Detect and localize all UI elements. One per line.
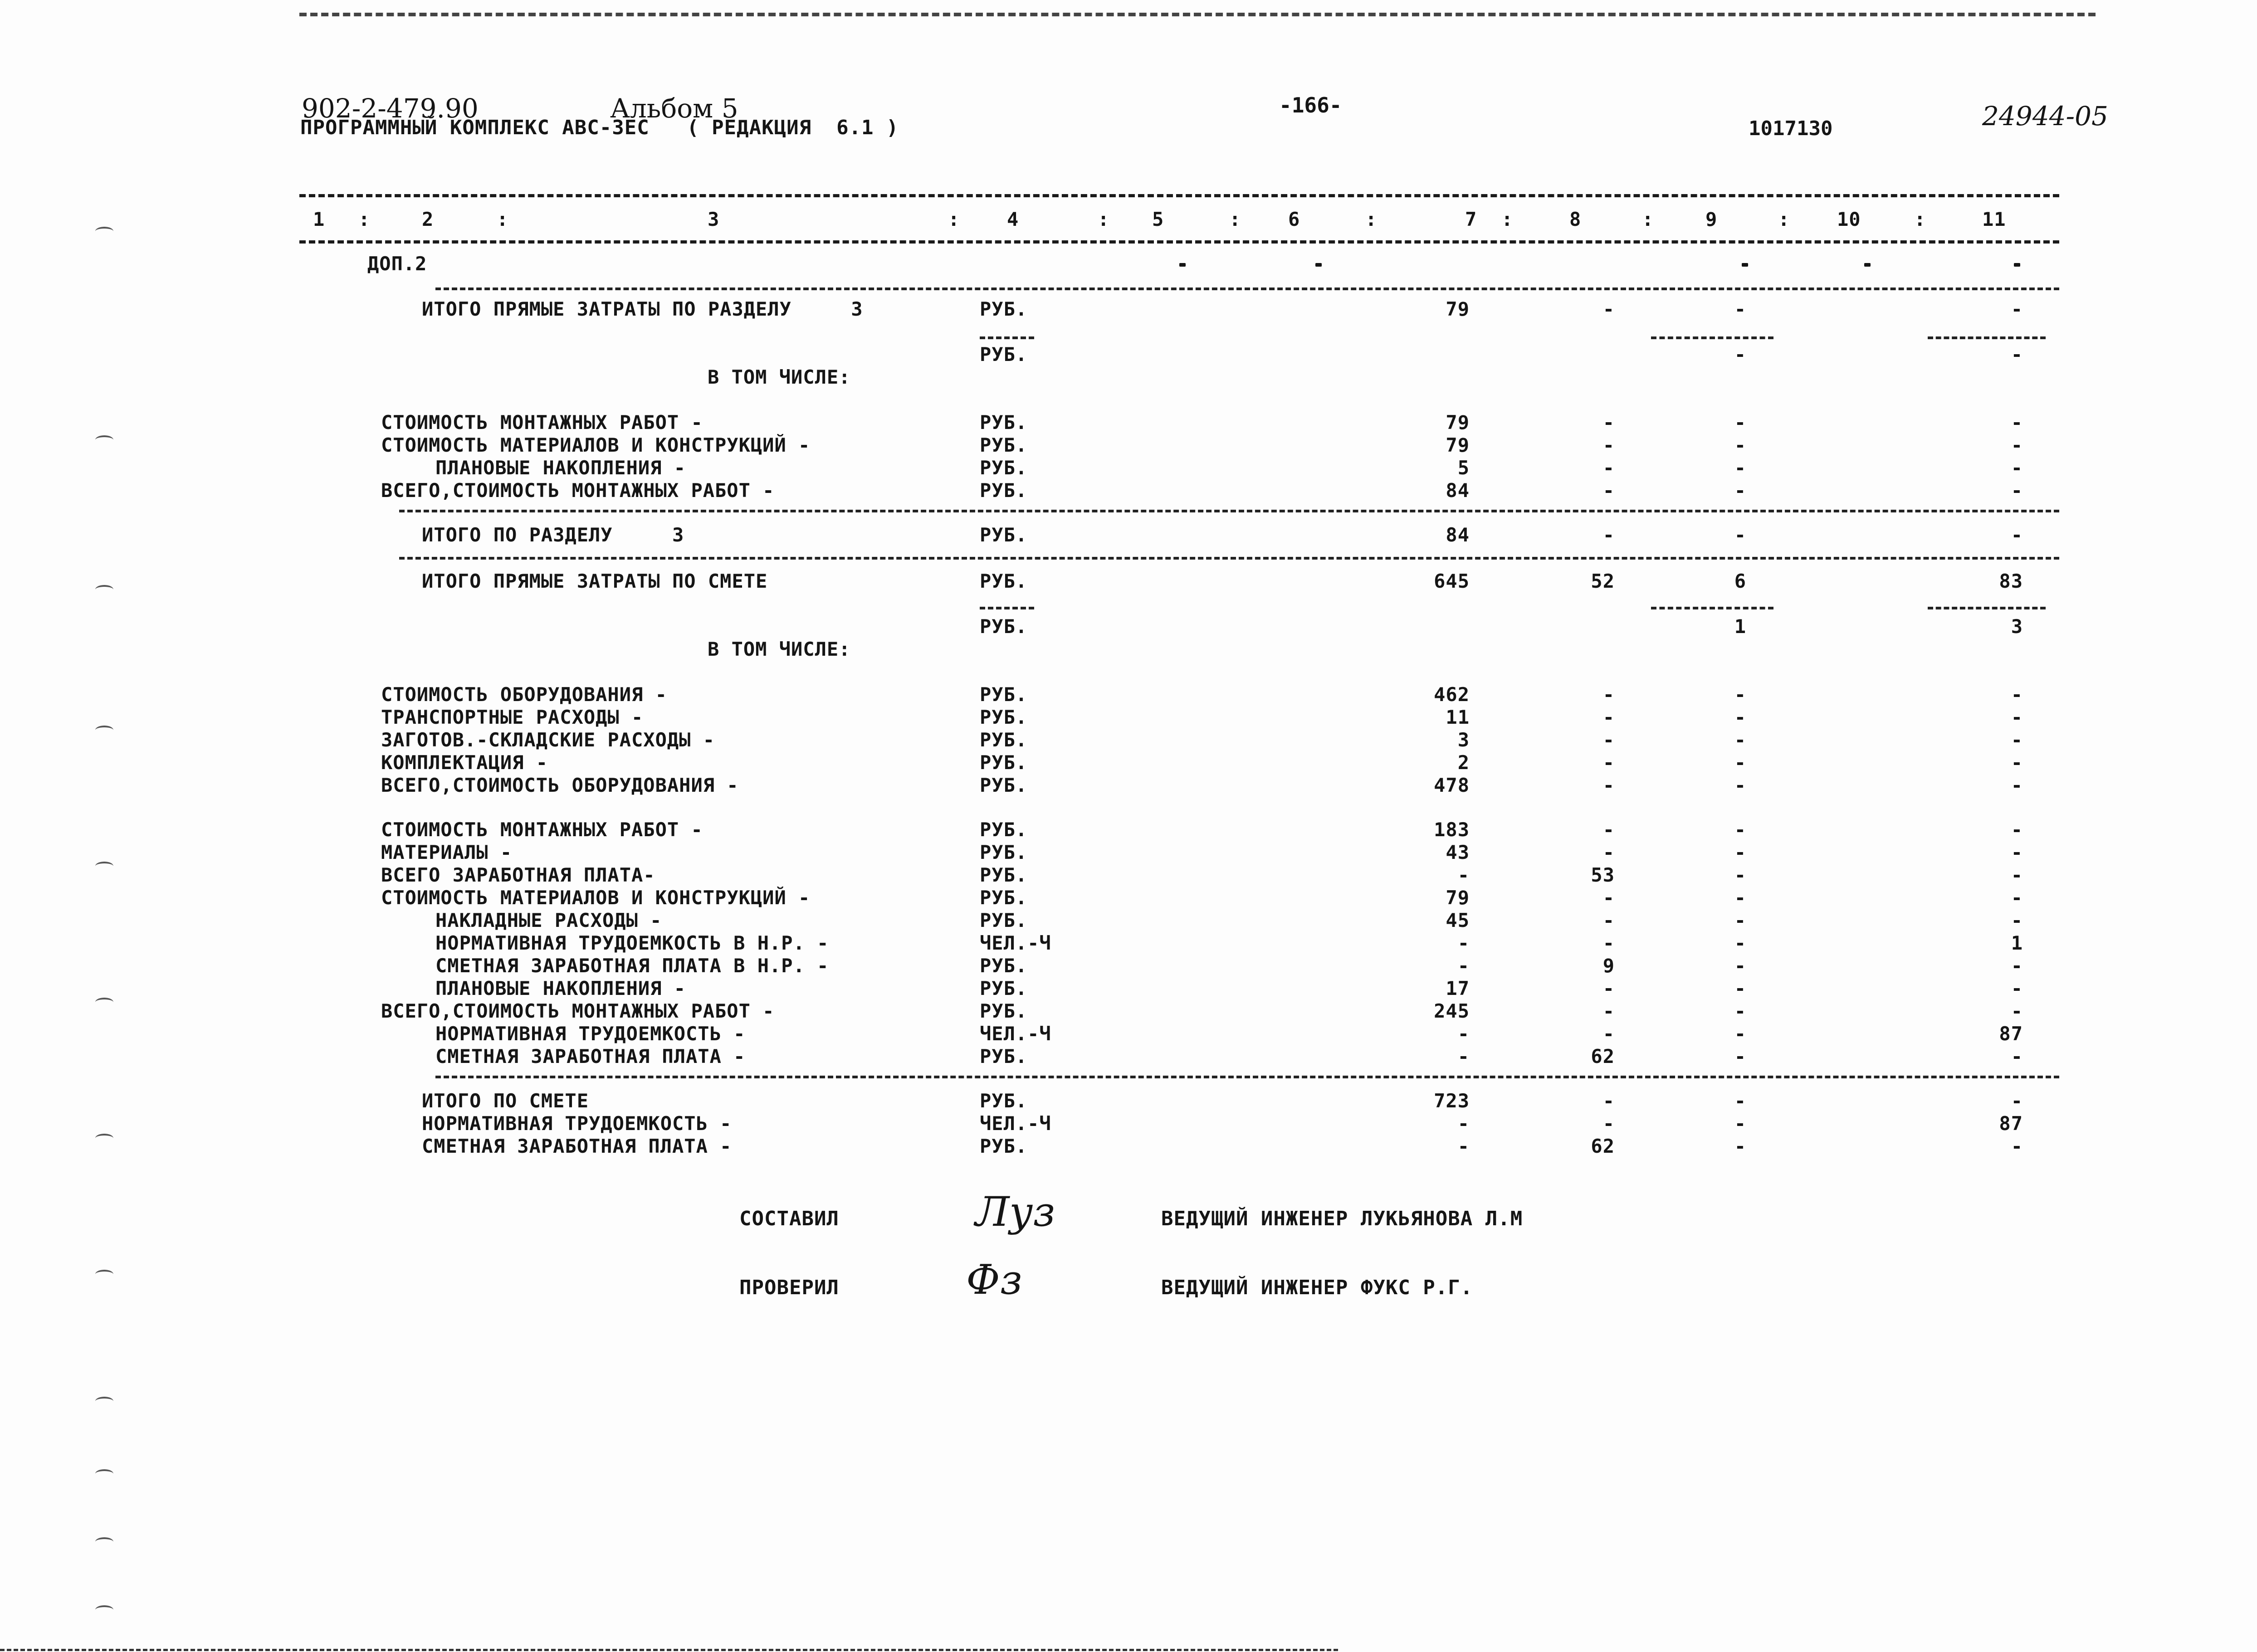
cell-col-9: - bbox=[1734, 977, 1746, 999]
cell-col-7: 43 bbox=[1446, 841, 1470, 863]
row-label: ДОП.2 bbox=[367, 253, 427, 275]
row-label: СТОИМОСТЬ МОНТАЖНЫХ РАБОТ - bbox=[381, 819, 703, 841]
row-unit: РУБ. bbox=[980, 1090, 1028, 1112]
row-unit: РУБ. bbox=[980, 864, 1028, 886]
cell-col-11: 87 bbox=[1999, 1023, 2023, 1045]
cell-col-11: - bbox=[2011, 774, 2023, 796]
cell-col-7: 462 bbox=[1434, 683, 1470, 706]
program-title: ПРОГРАММНЫЙ КОМПЛЕКС АВС-3ЕС ( РЕДАКЦИЯ 6.1 ) bbox=[300, 116, 899, 139]
row-unit: РУБ. bbox=[980, 1000, 1028, 1022]
perforation-mark bbox=[95, 1270, 113, 1279]
checked-label: ПРОВЕРИЛ bbox=[739, 1276, 839, 1299]
cell-col-9: - bbox=[1734, 932, 1746, 954]
cell-col-11: - bbox=[2011, 819, 2023, 841]
row-label: СМЕТНАЯ ЗАРАБОТНАЯ ПЛАТА В Н.Р. - bbox=[435, 955, 829, 977]
cell-col-8: - bbox=[1602, 841, 1615, 863]
column-separator-glyph: : bbox=[1098, 208, 1110, 230]
cell-col-8: 9 bbox=[1602, 955, 1615, 977]
row-unit: РУБ. bbox=[980, 841, 1028, 863]
column-header-9: 9 bbox=[1705, 208, 1718, 230]
row-unit: ЧЕЛ.-Ч bbox=[980, 932, 1051, 954]
cell-col-11: - bbox=[2011, 1045, 2023, 1067]
row-label: ТРАНСПОРТНЫЕ РАСХОДЫ - bbox=[381, 706, 644, 728]
perforation-mark bbox=[95, 227, 113, 236]
cell-col-7: 5 bbox=[1457, 457, 1470, 479]
cell-col-8: - bbox=[1602, 1000, 1615, 1022]
cell-col-9: 6 bbox=[1734, 570, 1746, 592]
dash-mark bbox=[1179, 263, 1186, 267]
cell-col-11: - bbox=[2011, 841, 2023, 863]
cell-col-11: - bbox=[2011, 864, 2023, 886]
document-number: 1017130 bbox=[1749, 117, 1833, 140]
row-unit: РУБ. bbox=[980, 615, 1028, 638]
section-rule bbox=[435, 1076, 2059, 1078]
signature-compiled-image: Луз bbox=[975, 1188, 1055, 1236]
row-label: СТОИМОСТЬ МАТЕРИАЛОВ И КОНСТРУКЦИЙ - bbox=[381, 434, 811, 456]
perforation-mark bbox=[95, 726, 113, 735]
cell-col-7: - bbox=[1457, 864, 1470, 886]
cell-col-9: - bbox=[1734, 1090, 1746, 1112]
row-label: В ТОМ ЧИСЛЕ: bbox=[708, 638, 851, 660]
cell-col-11: - bbox=[2011, 887, 2023, 909]
header-bottom-rule bbox=[299, 240, 2059, 244]
row-unit: РУБ. bbox=[980, 298, 1028, 320]
cell-col-11: - bbox=[2011, 1090, 2023, 1112]
cell-col-11: - bbox=[2011, 751, 2023, 774]
cell-col-8: - bbox=[1602, 683, 1615, 706]
column-header-6: 6 bbox=[1288, 208, 1300, 230]
cell-col-9: - bbox=[1734, 343, 1746, 365]
cell-col-7: 478 bbox=[1434, 774, 1470, 796]
row-unit: РУБ. bbox=[980, 434, 1028, 456]
row-unit: РУБ. bbox=[980, 1135, 1028, 1157]
cell-col-11: - bbox=[2011, 683, 2023, 706]
row-unit: РУБ. bbox=[980, 343, 1028, 365]
subtotal-rule bbox=[1928, 607, 2046, 609]
cell-col-11: - bbox=[2011, 524, 2023, 546]
cell-col-9: - bbox=[1734, 1112, 1746, 1135]
row-unit: РУБ. bbox=[980, 819, 1028, 841]
cell-col-11: - bbox=[2011, 706, 2023, 728]
cell-col-9: - bbox=[1734, 955, 1746, 977]
cell-col-11: - bbox=[2011, 729, 2023, 751]
column-header-3: 3 bbox=[708, 208, 720, 230]
column-separator-glyph: : bbox=[1229, 208, 1241, 230]
cell-col-11: - bbox=[2011, 909, 2023, 931]
cell-col-8: - bbox=[1602, 524, 1615, 546]
cell-col-8: - bbox=[1602, 932, 1615, 954]
cell-col-7: 79 bbox=[1446, 298, 1470, 320]
row-unit: РУБ. bbox=[980, 479, 1028, 502]
row-unit: РУБ. bbox=[980, 524, 1028, 546]
cell-col-7: - bbox=[1457, 1045, 1470, 1067]
column-header-10: 10 bbox=[1837, 208, 1861, 230]
perforation-mark bbox=[95, 585, 113, 594]
cell-col-8: - bbox=[1602, 729, 1615, 751]
bottom-tractor-feed-line bbox=[0, 1649, 1338, 1651]
row-label: ВСЕГО,СТОИМОСТЬ МОНТАЖНЫХ РАБОТ - bbox=[381, 1000, 775, 1022]
column-separator-glyph: : bbox=[1914, 208, 1926, 230]
cell-col-9: - bbox=[1734, 457, 1746, 479]
cell-col-9: - bbox=[1734, 864, 1746, 886]
row-label: НОРМАТИВНАЯ ТРУДОЕМКОСТЬ - bbox=[435, 1023, 746, 1045]
cell-col-9: - bbox=[1734, 706, 1746, 728]
perforation-mark bbox=[95, 1469, 113, 1478]
cell-col-7: 84 bbox=[1446, 524, 1470, 546]
cell-col-9: - bbox=[1734, 841, 1746, 863]
row-label: ЗАГОТОВ.-СКЛАДСКИЕ РАСХОДЫ - bbox=[381, 729, 715, 751]
cell-col-8: - bbox=[1602, 298, 1615, 320]
dash-mark bbox=[1315, 263, 1322, 267]
cell-col-9: - bbox=[1734, 729, 1746, 751]
compiled-label: СОСТАВИЛ bbox=[739, 1207, 839, 1230]
cell-col-8: - bbox=[1602, 1023, 1615, 1045]
column-separator-glyph: : bbox=[1501, 208, 1514, 230]
section-rule bbox=[435, 288, 2059, 290]
row-unit: РУБ. bbox=[980, 887, 1028, 909]
header-top-rule bbox=[299, 194, 2059, 197]
cell-col-11: - bbox=[2011, 298, 2023, 320]
row-label: СТОИМОСТЬ МОНТАЖНЫХ РАБОТ - bbox=[381, 411, 703, 434]
cell-col-11: - bbox=[2011, 343, 2023, 365]
subtotal-rule bbox=[1651, 607, 1773, 609]
row-label: ИТОГО ПО РАЗДЕЛУ 3 bbox=[422, 524, 684, 546]
cell-col-8: - bbox=[1602, 479, 1615, 502]
cell-col-7: - bbox=[1457, 932, 1470, 954]
cell-col-9: - bbox=[1734, 434, 1746, 456]
row-unit: РУБ. bbox=[980, 1045, 1028, 1067]
row-unit: РУБ. bbox=[980, 706, 1028, 728]
cell-col-9: - bbox=[1734, 524, 1746, 546]
row-label: СМЕТНАЯ ЗАРАБОТНАЯ ПЛАТА - bbox=[422, 1135, 732, 1157]
section-rule bbox=[399, 510, 2059, 512]
subtotal-rule bbox=[980, 336, 1034, 339]
row-unit: РУБ. bbox=[980, 774, 1028, 796]
column-separator-glyph: : bbox=[358, 208, 371, 230]
cell-col-8: - bbox=[1602, 457, 1615, 479]
album-label: Альбом 5 bbox=[610, 93, 738, 124]
row-label: ВСЕГО ЗАРАБОТНАЯ ПЛАТА- bbox=[381, 864, 655, 886]
row-label: ВСЕГО,СТОИМОСТЬ МОНТАЖНЫХ РАБОТ - bbox=[381, 479, 775, 502]
cell-col-11: 83 bbox=[1999, 570, 2023, 592]
perforation-mark bbox=[95, 435, 113, 444]
project-code: 902-2-479.90 bbox=[302, 93, 479, 124]
row-unit: ЧЕЛ.-Ч bbox=[980, 1023, 1051, 1045]
row-label: СТОИМОСТЬ МАТЕРИАЛОВ И КОНСТРУКЦИЙ - bbox=[381, 887, 811, 909]
cell-col-7: - bbox=[1457, 955, 1470, 977]
cell-col-7: - bbox=[1457, 1112, 1470, 1135]
row-unit: РУБ. bbox=[980, 683, 1028, 706]
cell-col-8: - bbox=[1602, 887, 1615, 909]
column-header-5: 5 bbox=[1152, 208, 1164, 230]
column-separator-glyph: : bbox=[1642, 208, 1654, 230]
cell-col-9: - bbox=[1734, 819, 1746, 841]
cell-col-7: 17 bbox=[1446, 977, 1470, 999]
perforation-mark bbox=[95, 1134, 113, 1143]
cell-col-8: - bbox=[1602, 706, 1615, 728]
cell-col-8: 62 bbox=[1591, 1135, 1615, 1157]
row-unit: РУБ. bbox=[980, 955, 1028, 977]
perforation-mark bbox=[95, 998, 113, 1007]
cell-col-8: 53 bbox=[1591, 864, 1615, 886]
column-separator-glyph: : bbox=[1778, 208, 1790, 230]
cell-col-7: - bbox=[1457, 1023, 1470, 1045]
cell-col-7: 2 bbox=[1457, 751, 1470, 774]
signature-checked-image: Фз bbox=[966, 1256, 1022, 1304]
cell-col-9: - bbox=[1734, 411, 1746, 434]
subtotal-rule bbox=[1651, 336, 1773, 339]
perforation-mark bbox=[95, 1537, 113, 1546]
top-tractor-feed-line bbox=[299, 13, 2096, 16]
archive-number: 24944-05 bbox=[1982, 101, 2108, 132]
cell-col-11: 87 bbox=[1999, 1112, 2023, 1135]
row-label: КОМПЛЕКТАЦИЯ - bbox=[381, 751, 548, 774]
checked-by: ВЕДУЩИЙ ИНЖЕНЕР ФУКС Р.Г. bbox=[1161, 1276, 1473, 1299]
cell-col-8: - bbox=[1602, 434, 1615, 456]
cell-col-11: - bbox=[2011, 479, 2023, 502]
cell-col-8: 62 bbox=[1591, 1045, 1615, 1067]
cell-col-7: 11 bbox=[1446, 706, 1470, 728]
cell-col-9: - bbox=[1734, 1023, 1746, 1045]
column-header-11: 11 bbox=[1982, 208, 2006, 230]
row-label: ИТОГО ПО СМЕТЕ bbox=[422, 1090, 589, 1112]
page-number: -166- bbox=[1279, 93, 1342, 117]
dash-mark bbox=[1742, 263, 1748, 267]
cell-col-11: - bbox=[2011, 1135, 2023, 1157]
cell-col-8: - bbox=[1602, 1090, 1615, 1112]
subtotal-rule bbox=[980, 607, 1034, 609]
row-label: НОРМАТИВНАЯ ТРУДОЕМКОСТЬ - bbox=[422, 1112, 732, 1135]
column-header-1: 1 bbox=[313, 208, 325, 230]
perforation-mark bbox=[95, 862, 113, 871]
cell-col-7: 84 bbox=[1446, 479, 1470, 502]
row-unit: ЧЕЛ.-Ч bbox=[980, 1112, 1051, 1135]
column-header-7: 7 bbox=[1465, 208, 1477, 230]
row-label: ПЛАНОВЫЕ НАКОПЛЕНИЯ - bbox=[435, 977, 686, 999]
dash-mark bbox=[1864, 263, 1871, 267]
row-label: ИТОГО ПРЯМЫЕ ЗАТРАТЫ ПО СМЕТЕ bbox=[422, 570, 768, 592]
row-unit: РУБ. bbox=[980, 411, 1028, 434]
perforation-mark bbox=[95, 1397, 113, 1406]
cell-col-7: 3 bbox=[1457, 729, 1470, 751]
cell-col-8: - bbox=[1602, 977, 1615, 999]
row-label: МАТЕРИАЛЫ - bbox=[381, 841, 513, 863]
cell-col-9: - bbox=[1734, 887, 1746, 909]
cell-col-9: - bbox=[1734, 479, 1746, 502]
column-header-4: 4 bbox=[1007, 208, 1019, 230]
cell-col-7: 79 bbox=[1446, 887, 1470, 909]
row-unit: РУБ. bbox=[980, 729, 1028, 751]
row-unit: РУБ. bbox=[980, 909, 1028, 931]
row-unit: РУБ. bbox=[980, 570, 1028, 592]
column-separator-glyph: : bbox=[948, 208, 960, 230]
cell-col-9: - bbox=[1734, 1135, 1746, 1157]
cell-col-9: 1 bbox=[1734, 615, 1746, 638]
cell-col-7: 245 bbox=[1434, 1000, 1470, 1022]
cell-col-9: - bbox=[1734, 1045, 1746, 1067]
cell-col-7: 79 bbox=[1446, 411, 1470, 434]
cell-col-9: - bbox=[1734, 774, 1746, 796]
cell-col-8: - bbox=[1602, 751, 1615, 774]
cell-col-11: 3 bbox=[2011, 615, 2023, 638]
row-unit: РУБ. bbox=[980, 977, 1028, 999]
compiled-by: ВЕДУЩИЙ ИНЖЕНЕР ЛУКЬЯНОВА Л.М bbox=[1161, 1207, 1523, 1230]
cell-col-9: - bbox=[1734, 751, 1746, 774]
row-unit: РУБ. bbox=[980, 457, 1028, 479]
row-label: НОРМАТИВНАЯ ТРУДОЕМКОСТЬ В Н.Р. - bbox=[435, 932, 829, 954]
column-separator-glyph: : bbox=[497, 208, 509, 230]
row-unit: РУБ. bbox=[980, 751, 1028, 774]
cell-col-8: 52 bbox=[1591, 570, 1615, 592]
cell-col-7: - bbox=[1457, 1135, 1470, 1157]
cell-col-7: 183 bbox=[1434, 819, 1470, 841]
cell-col-8: - bbox=[1602, 774, 1615, 796]
row-label: В ТОМ ЧИСЛЕ: bbox=[708, 366, 851, 388]
cell-col-9: - bbox=[1734, 1000, 1746, 1022]
cell-col-11: - bbox=[2011, 434, 2023, 456]
cell-col-9: - bbox=[1734, 909, 1746, 931]
cell-col-8: - bbox=[1602, 411, 1615, 434]
column-header-8: 8 bbox=[1569, 208, 1582, 230]
row-label: СМЕТНАЯ ЗАРАБОТНАЯ ПЛАТА - bbox=[435, 1045, 746, 1067]
row-label: ИТОГО ПРЯМЫЕ ЗАТРАТЫ ПО РАЗДЕЛУ 3 bbox=[422, 298, 863, 320]
cell-col-7: 45 bbox=[1446, 909, 1470, 931]
column-separator-glyph: : bbox=[1365, 208, 1378, 230]
section-rule bbox=[399, 557, 2059, 560]
cell-col-7: 645 bbox=[1434, 570, 1470, 592]
column-header-2: 2 bbox=[422, 208, 434, 230]
cell-col-8: - bbox=[1602, 819, 1615, 841]
cell-col-7: 79 bbox=[1446, 434, 1470, 456]
cell-col-7: 723 bbox=[1434, 1090, 1470, 1112]
subtotal-rule bbox=[1928, 336, 2046, 339]
cell-col-11: - bbox=[2011, 977, 2023, 999]
row-label: НАКЛАДНЫЕ РАСХОДЫ - bbox=[435, 909, 662, 931]
cell-col-9: - bbox=[1734, 298, 1746, 320]
row-label: ВСЕГО,СТОИМОСТЬ ОБОРУДОВАНИЯ - bbox=[381, 774, 739, 796]
cell-col-11: - bbox=[2011, 1000, 2023, 1022]
cell-col-9: - bbox=[1734, 683, 1746, 706]
cell-col-11: - bbox=[2011, 411, 2023, 434]
cell-col-8: - bbox=[1602, 1112, 1615, 1135]
dash-mark bbox=[2014, 263, 2020, 267]
cell-col-11: 1 bbox=[2011, 932, 2023, 954]
cell-col-11: - bbox=[2011, 955, 2023, 977]
perforation-mark bbox=[95, 1605, 113, 1614]
row-label: ПЛАНОВЫЕ НАКОПЛЕНИЯ - bbox=[435, 457, 686, 479]
row-label: СТОИМОСТЬ ОБОРУДОВАНИЯ - bbox=[381, 683, 667, 706]
cell-col-11: - bbox=[2011, 457, 2023, 479]
cell-col-8: - bbox=[1602, 909, 1615, 931]
